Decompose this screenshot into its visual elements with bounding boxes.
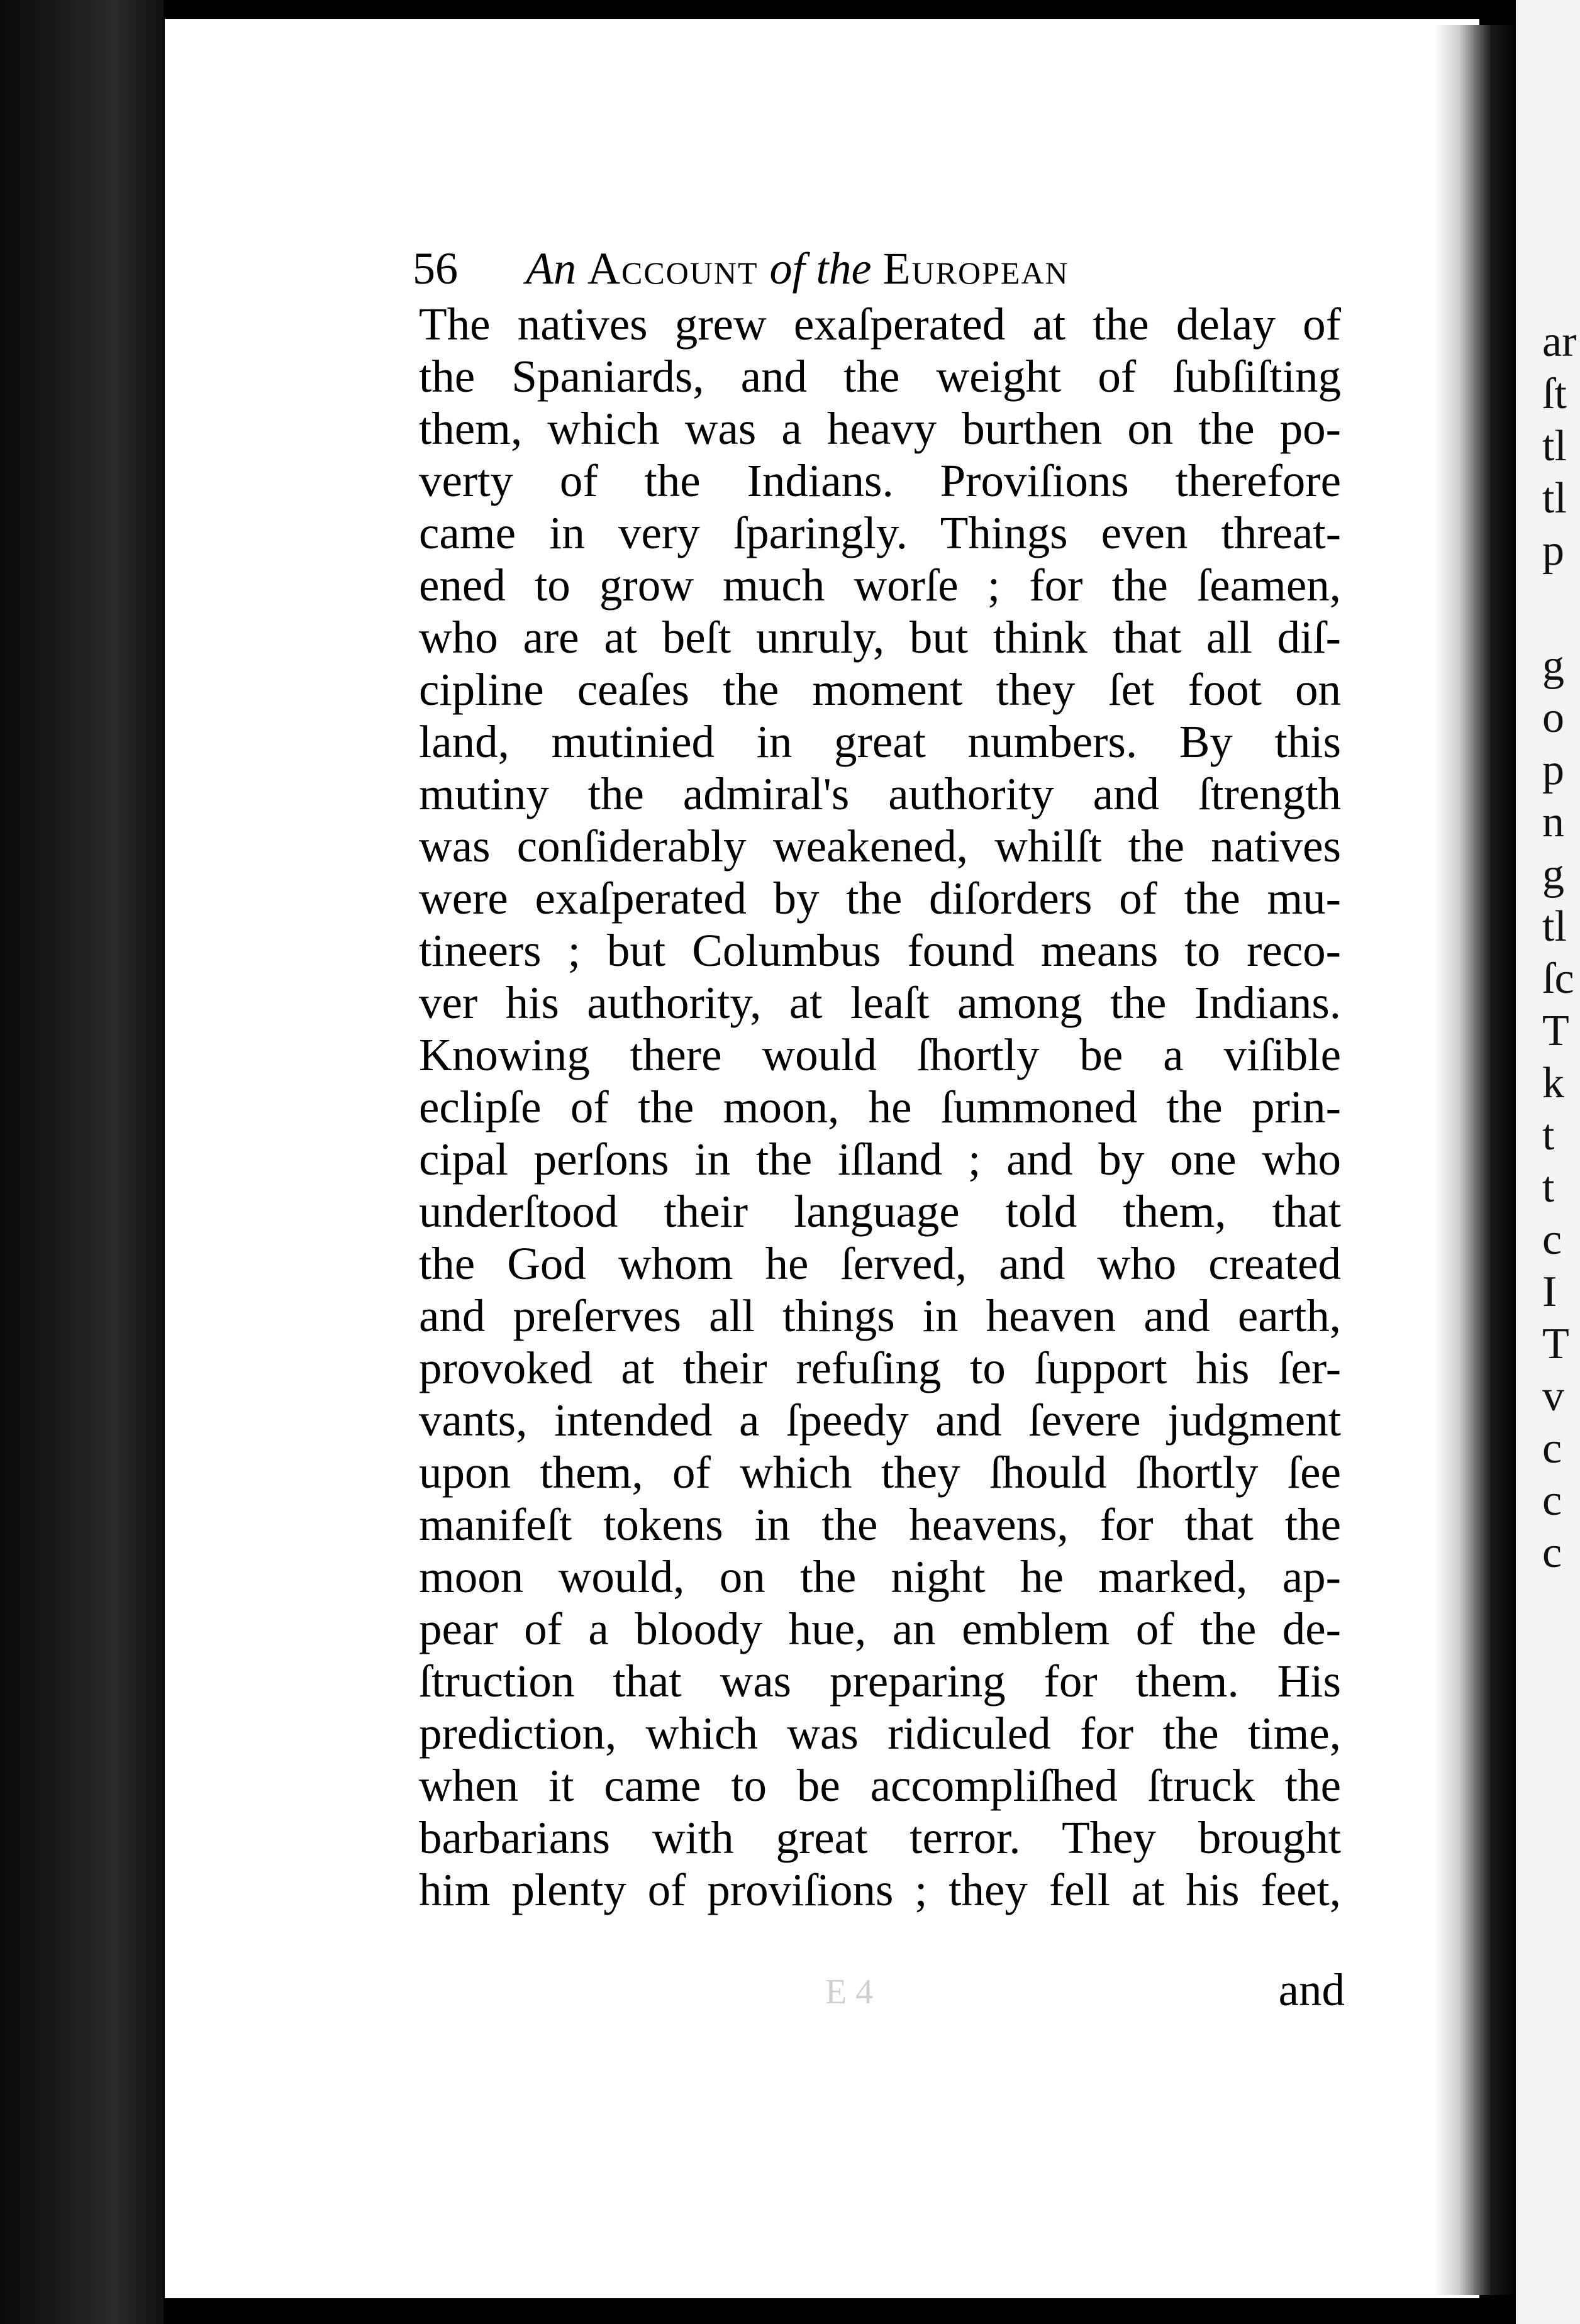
- text-line: pear of a bloody hue, an emblem of the de-: [419, 1603, 1341, 1654]
- facing-fragment: g: [1542, 641, 1564, 690]
- facing-fragment: I: [1542, 1268, 1557, 1316]
- facing-fragment: p: [1542, 746, 1564, 794]
- text-line: ver his authority, at leaſt among the Indians.: [419, 977, 1341, 1028]
- text-line: cipline ceaſes the moment they ſet foot on: [419, 664, 1341, 715]
- signature-mark: E 4: [825, 1973, 874, 2011]
- text-line: barbarians with great terror. They brought: [419, 1812, 1341, 1863]
- text-line: manifeſt tokens in the heavens, for that the: [419, 1499, 1341, 1550]
- facing-fragment: g: [1542, 850, 1564, 899]
- facing-fragment: o: [1542, 694, 1564, 742]
- facing-fragment: c: [1542, 1476, 1562, 1525]
- text-line: Knowing there would ſhortly be a viſible: [419, 1029, 1341, 1080]
- facing-fragment: tl: [1542, 422, 1567, 470]
- facing-fragment-gap: [1542, 577, 1580, 639]
- text-line: who are at beſt unruly, but think that all diſ-: [419, 612, 1341, 663]
- facing-fragment: ſt: [1542, 370, 1567, 418]
- facing-fragment: T: [1542, 1320, 1569, 1368]
- facing-fragment: c: [1542, 1424, 1562, 1473]
- text-line: verty of the Indians. Proviſions therefore: [419, 455, 1341, 506]
- facing-fragment: ar: [1542, 318, 1577, 366]
- text-line: underſtood their language told them, that: [419, 1186, 1341, 1237]
- facing-fragment: n: [1542, 798, 1564, 846]
- header-title-word-an: An: [526, 243, 576, 294]
- facing-fragment: v: [1542, 1372, 1564, 1420]
- facing-fragment: t: [1542, 1163, 1555, 1212]
- facing-page-text-fragments: [1542, 316, 1580, 1579]
- facing-fragment: tl: [1542, 902, 1567, 951]
- header-title-word-european: European: [882, 243, 1069, 294]
- text-line: cipal perſons in the iſland ; and by one who: [419, 1134, 1341, 1185]
- catchword: and: [1278, 1964, 1345, 2015]
- text-line: the God whom he ſerved, and who created: [419, 1238, 1341, 1289]
- text-line: the Spaniards, and the weight of ſubſiſting: [419, 351, 1341, 402]
- text-line: upon them, of which they ſhould ſhortly ſee: [419, 1447, 1341, 1498]
- text-line: mutiny the admiral's authority and ſtrength: [419, 768, 1341, 819]
- text-line: were exaſperated by the diſorders of the mu-: [419, 873, 1341, 924]
- scan-left-margin: [0, 0, 164, 2324]
- facing-fragment: ſc: [1542, 954, 1574, 1003]
- text-line: them, which was a heavy burthen on the po-: [419, 403, 1341, 454]
- page-gutter: [1434, 25, 1516, 2295]
- text-line: and preſerves all things in heaven and earth,: [419, 1290, 1341, 1341]
- text-line: ſtruction that was preparing for them. His: [419, 1656, 1341, 1707]
- header-title-word-account: Account: [587, 243, 759, 294]
- text-line: land, mutinied in great numbers. By this: [419, 716, 1341, 767]
- facing-fragment: c: [1542, 1529, 1562, 1577]
- text-line: provoked at their refuſing to ſupport his ſer-: [419, 1342, 1341, 1393]
- facing-fragment: t: [1542, 1111, 1555, 1159]
- text-line: when it came to be accompliſhed ſtruck the: [419, 1760, 1341, 1811]
- facing-fragment: k: [1542, 1059, 1564, 1107]
- text-line: prediction, which was ridiculed for the time,: [419, 1708, 1341, 1759]
- facing-fragment: p: [1542, 526, 1564, 575]
- text-line: came in very ſparingly. Things even threat-: [419, 507, 1341, 558]
- facing-fragment: c: [1542, 1215, 1562, 1264]
- text-line: was conſiderably weakened, whilſt the natives: [419, 821, 1341, 872]
- header-title-word-of-the: of the: [769, 243, 872, 294]
- facing-fragment: T: [1542, 1007, 1569, 1055]
- running-header: [413, 240, 1356, 297]
- page-number: 56: [413, 243, 458, 294]
- text-line: eclipſe of the moon, he ſummoned the prin-: [419, 1082, 1341, 1132]
- text-line: moon would, on the night he marked, ap-: [419, 1551, 1341, 1602]
- text-line: ened to grow much worſe ; for the ſeamen,: [419, 560, 1341, 611]
- text-line: tineers ; but Columbus found means to reco-: [419, 925, 1341, 976]
- text-line: vants, intended a ſpeedy and ſevere judgment: [419, 1395, 1341, 1446]
- text-line: him plenty of proviſions ; they fell at his feet,: [419, 1864, 1341, 1915]
- facing-fragment: tl: [1542, 474, 1567, 523]
- body-text: [419, 298, 1341, 1916]
- text-line: The natives grew exaſperated at the delay of: [419, 299, 1341, 350]
